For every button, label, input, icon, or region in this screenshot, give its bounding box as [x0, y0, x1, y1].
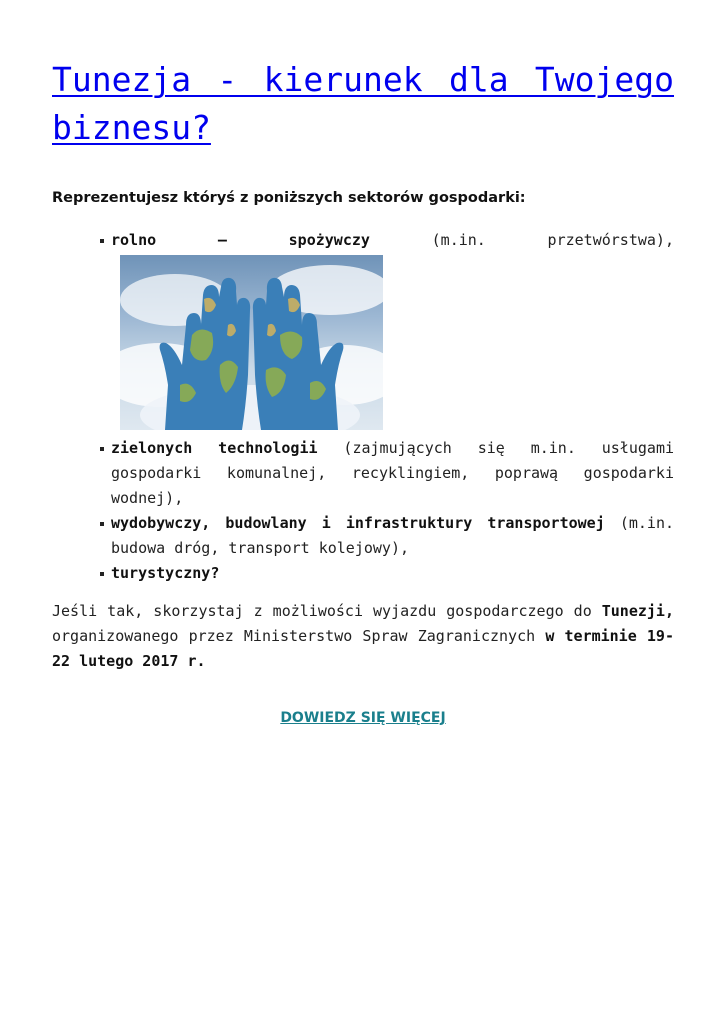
- list-item: [98, 511, 674, 561]
- country-name: Tunezji,: [601, 602, 674, 620]
- sector-list: [98, 228, 674, 586]
- article-title-link[interactable]: Tunezja - kierunek dla Twojego biznesu?: [52, 60, 674, 147]
- sector-desc: (m.in. przetwórstwa),: [369, 231, 674, 249]
- sector-desc: (m.in. budowa dróg, transport kolejowy),: [111, 514, 674, 557]
- trip-date: w terminie 19-22 lutego 2017 r.: [52, 627, 674, 670]
- read-more: [52, 710, 674, 726]
- sector-name: zielonych technologii: [111, 439, 318, 457]
- list-item: [98, 561, 674, 586]
- body-text: Jeśli tak, skorzystaj z możliwości wyjazdu gospodarczego do: [52, 602, 602, 620]
- sector-line: [111, 228, 674, 253]
- sector-name: wydobywczy, budowlany i infrastruktury transportowej: [111, 514, 605, 532]
- sector-name: rolno – spożywczy: [111, 231, 370, 249]
- article-title: [52, 56, 674, 152]
- world-map-hands-image: [120, 255, 383, 430]
- body-paragraph: [52, 599, 674, 674]
- article: [52, 56, 675, 726]
- read-more-link[interactable]: DOWIEDZ SIĘ WIĘCEJ: [280, 710, 446, 726]
- body-text: organizowanego przez Ministerstwo Spraw Zagranicznych: [52, 627, 546, 645]
- sector-name: turystyczny?: [111, 564, 220, 582]
- list-item: [98, 436, 674, 511]
- sector-desc: (zajmujących się m.in. usługami gospodarki komunalnej, recyklingiem, poprawą gospodarki wodnej),: [111, 439, 675, 507]
- list-item: [98, 228, 674, 430]
- lead-question: Reprezentujesz któryś z poniższych sektorów gospodarki:: [52, 190, 526, 206]
